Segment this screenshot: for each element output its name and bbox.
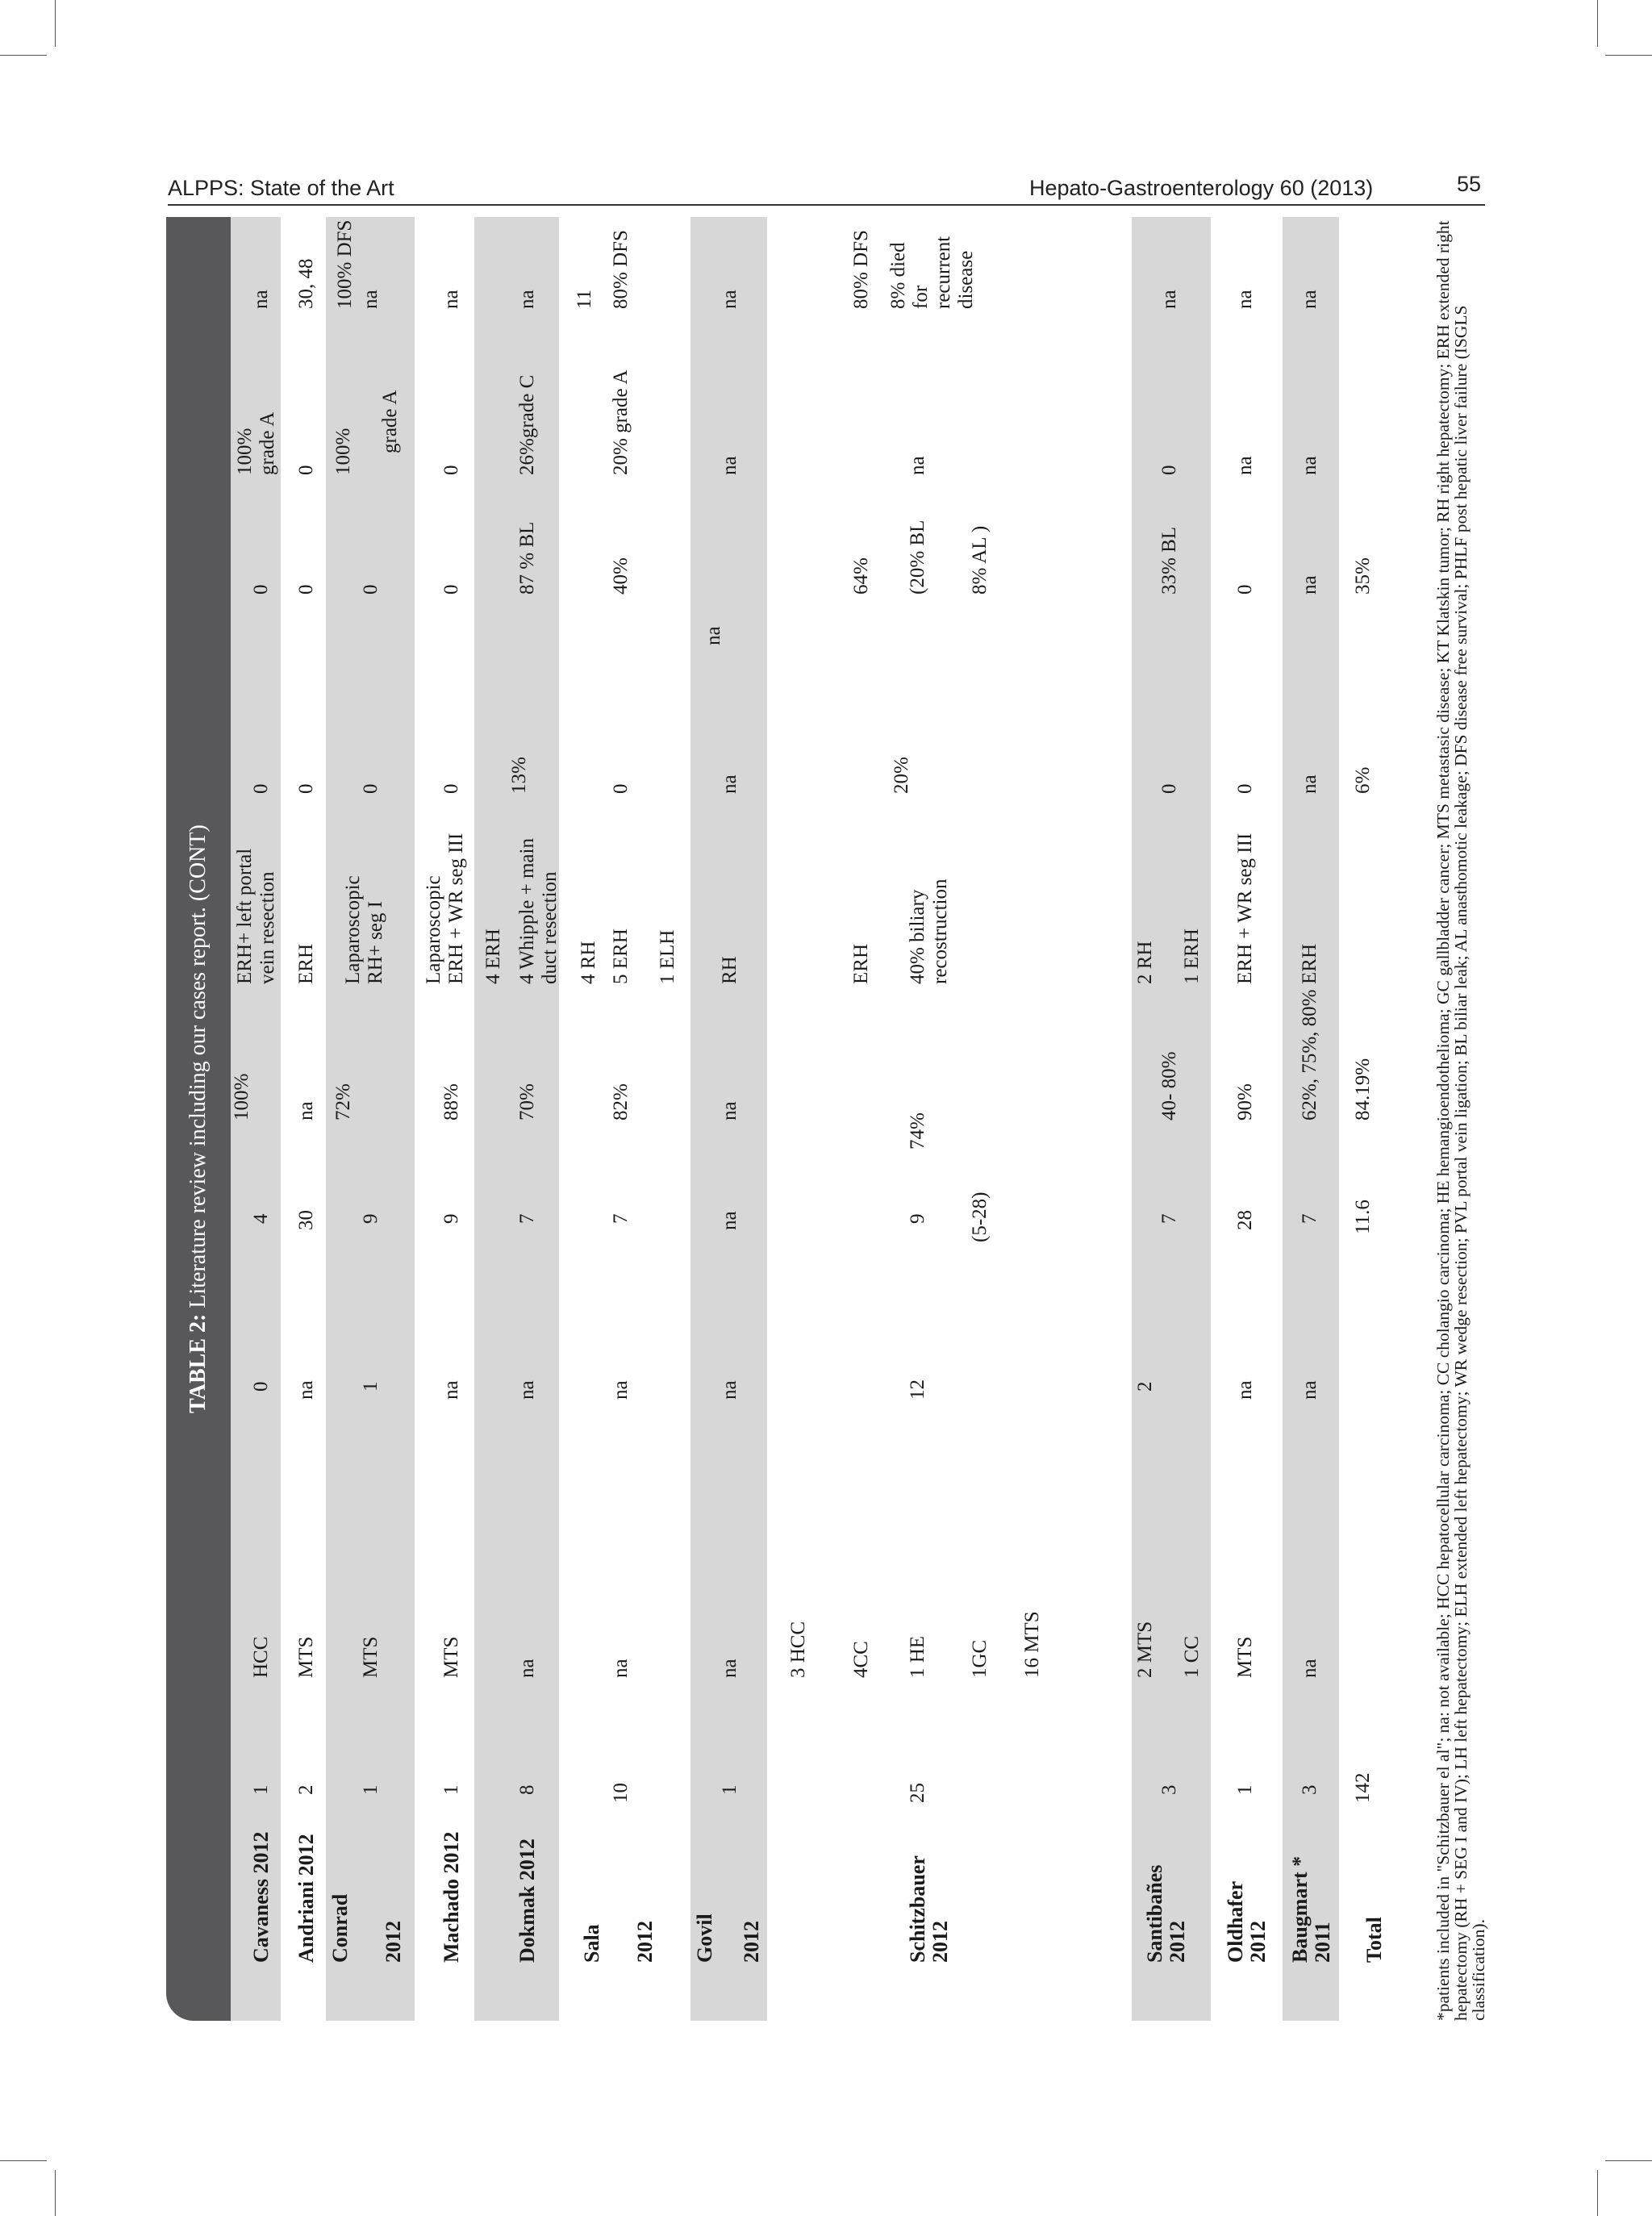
table-cell: 62%, 75%, 80% bbox=[1299, 989, 1320, 1121]
table-cell: 35% bbox=[1352, 557, 1374, 595]
table-cell-surgery: 40% biliary recostruction bbox=[907, 878, 951, 984]
table-cell: na bbox=[1299, 774, 1320, 794]
table-cell-author: Dokmak 2012 bbox=[515, 1838, 539, 1963]
table-cell-surgery: Laparoscopic RH+ seg I bbox=[342, 875, 386, 984]
table-cell: na bbox=[440, 290, 462, 309]
table-cell-surgery: Laparoscopic ERH + WR seg III bbox=[423, 833, 467, 984]
table-cell: na bbox=[516, 1380, 538, 1400]
table-cell-surgery: ERH bbox=[295, 944, 317, 984]
table-cell: 8% AL ) bbox=[969, 525, 991, 595]
table-cell-diagnosis: na bbox=[516, 1659, 538, 1678]
table-cell-patients: 3 bbox=[1158, 1784, 1180, 1795]
table-cell-diagnosis: MTS bbox=[1234, 1636, 1256, 1678]
table-cell-patients: 1 bbox=[719, 1784, 740, 1795]
table-cell: 0 bbox=[440, 783, 462, 794]
table-cell: 11.6 bbox=[1352, 1200, 1374, 1234]
table-cell-patients: 1 bbox=[250, 1784, 272, 1795]
table-cell-patients: 1 bbox=[1234, 1784, 1256, 1795]
table-cell: na bbox=[250, 290, 272, 309]
table-cell: 0 bbox=[440, 584, 462, 595]
table-cell-diagnosis: 3 HCC bbox=[787, 1621, 809, 1678]
table-cell: 7 bbox=[1299, 1213, 1320, 1224]
table-cell: 100% DFS bbox=[334, 219, 356, 309]
table-cell-surgery: ERH + WR seg III bbox=[1234, 833, 1256, 984]
table-cell: 6% bbox=[1352, 766, 1374, 794]
table-cell-author-year: 2012 bbox=[633, 1921, 657, 1963]
table-cell-patients: 10 bbox=[610, 1783, 632, 1803]
table-cell-author: Baugmart * 2011 bbox=[1288, 1855, 1334, 1963]
table-cell: 13% bbox=[508, 757, 530, 794]
table-cell: 7 bbox=[516, 1213, 538, 1224]
table-cell: 9 bbox=[907, 1213, 928, 1224]
table-cell-diagnosis: 1 CC bbox=[1181, 1635, 1203, 1678]
table-cell-patients: 1 bbox=[360, 1784, 382, 1795]
table-cell: 9 bbox=[440, 1213, 462, 1224]
table-title-text: Literature review including our cases report. (CONT) bbox=[186, 824, 211, 1314]
crop-mark bbox=[1597, 0, 1598, 47]
table-cell: na bbox=[1299, 290, 1320, 309]
table-cell-author: Schitzbauer 2012 bbox=[906, 1855, 952, 1963]
table-cell: 0 bbox=[1234, 783, 1256, 794]
table-cell: na bbox=[1299, 575, 1320, 595]
table-cell: na bbox=[610, 1380, 632, 1400]
table-cell: na bbox=[1299, 456, 1320, 475]
table-cell: 7 bbox=[610, 1213, 632, 1224]
table-cell-patients: 1 bbox=[440, 1784, 462, 1795]
table-cell: 33% BL bbox=[1158, 526, 1180, 595]
table-cell: na bbox=[295, 1380, 317, 1400]
table-cell: 70% bbox=[516, 1083, 538, 1121]
table-cell-author: Sala bbox=[580, 1924, 603, 1963]
table-cell: 26%grade C bbox=[516, 374, 538, 475]
crop-mark bbox=[1605, 55, 1652, 56]
crop-mark bbox=[0, 2160, 47, 2161]
table-cell-patients: 8 bbox=[516, 1784, 538, 1795]
table-cell-surgery: 4 ERH bbox=[482, 929, 504, 984]
table-cell: 0 bbox=[610, 783, 632, 794]
table-cell: 28 bbox=[1234, 1210, 1256, 1230]
table-cell: na bbox=[1234, 1380, 1256, 1400]
table-cell: 84.19% bbox=[1352, 1058, 1374, 1121]
table-cell: na bbox=[907, 456, 928, 475]
table-cell: 4 bbox=[250, 1213, 272, 1224]
table-cell: 74% bbox=[907, 1112, 928, 1150]
table-cell: na bbox=[1234, 290, 1256, 309]
table-cell: 0 bbox=[1234, 584, 1256, 595]
table-cell: na bbox=[719, 290, 740, 309]
table-cell: 88% bbox=[440, 1083, 462, 1121]
table-cell-diagnosis: MTS bbox=[360, 1636, 382, 1678]
table-cell: 7 bbox=[1158, 1213, 1180, 1224]
literature-review-table bbox=[166, 217, 1505, 2021]
table-cell: 0 bbox=[295, 465, 317, 475]
table-cell-surgery: ERH+ left portal vein resection bbox=[234, 848, 278, 984]
table-cell-patients: 142 bbox=[1352, 1772, 1374, 1803]
table-cell: 0 bbox=[440, 465, 462, 475]
table-cell-surgery: 5 ERH bbox=[610, 929, 632, 984]
page-number: 55 bbox=[1457, 172, 1482, 196]
table-cell: na bbox=[719, 1380, 740, 1400]
crop-mark bbox=[55, 0, 56, 47]
table-cell: 0 bbox=[250, 783, 272, 794]
table-cell: 0 bbox=[1158, 465, 1180, 475]
table-title bbox=[166, 217, 231, 2021]
table-cell-author: Govil bbox=[693, 1913, 716, 1963]
table-cell: na bbox=[1234, 456, 1256, 475]
table-cell-surgery: 1 ERH bbox=[1181, 929, 1203, 984]
table-cell-surgery: 1 ELH bbox=[657, 929, 678, 984]
table-cell: na bbox=[719, 456, 740, 475]
table-cell: na bbox=[719, 1211, 740, 1230]
table-cell: (20% BL bbox=[907, 520, 928, 595]
header-rule bbox=[168, 204, 1485, 206]
crop-mark bbox=[0, 55, 47, 56]
table-cell: 64% bbox=[850, 557, 872, 595]
table-cell-diagnosis: na bbox=[610, 1659, 632, 1678]
running-title: ALPPS: State of the Art bbox=[168, 176, 394, 200]
table-cell-surgery: 2 RH bbox=[1134, 941, 1156, 984]
table-cell: na bbox=[440, 1380, 462, 1400]
table-cell: na bbox=[295, 1101, 317, 1121]
table-cell: 0 bbox=[250, 584, 272, 595]
table-cell-surgery: RH bbox=[719, 956, 740, 984]
table-cell-surgery: ERH bbox=[850, 944, 872, 984]
table-cell: 100% bbox=[332, 428, 354, 475]
table-cell-diagnosis: 16 MTS bbox=[1021, 1611, 1043, 1678]
table-cell: 11 bbox=[574, 289, 595, 309]
table-cell: 20% grade A bbox=[610, 369, 632, 475]
table-cell: 2 bbox=[1134, 1381, 1156, 1392]
table-cell: 40- 80% bbox=[1158, 1051, 1180, 1121]
table-cell: 40% bbox=[610, 557, 632, 595]
table-cell: 12 bbox=[907, 1379, 928, 1400]
table-cell-diagnosis: 2 MTS bbox=[1134, 1621, 1156, 1678]
table-cell-surgery: 4 Whipple + main duct resection bbox=[516, 838, 561, 984]
table-cell-author: Oldhafer 2012 bbox=[1224, 1880, 1270, 1963]
table-cell-patients: 3 bbox=[1299, 1784, 1320, 1795]
table-cell: 0 bbox=[295, 584, 317, 595]
table-cell: 90% bbox=[1234, 1083, 1256, 1121]
table-cell-diagnosis: 4CC bbox=[850, 1641, 872, 1678]
table-cell: na bbox=[719, 774, 740, 794]
table-cell: 100% grade A bbox=[234, 411, 278, 475]
table-cell-diagnosis: na bbox=[1299, 1659, 1320, 1678]
table-cell-diagnosis: 1GC bbox=[969, 1639, 991, 1678]
table-cell: 0 bbox=[1158, 783, 1180, 794]
table-cell: na bbox=[516, 290, 538, 309]
table-cell: 100% bbox=[231, 1073, 252, 1121]
table-cell: na bbox=[719, 1101, 740, 1121]
table-cell-author: Andriani 2012 bbox=[294, 1834, 318, 1963]
crop-mark bbox=[55, 2170, 56, 2216]
table-cell: 0 bbox=[295, 783, 317, 794]
table-cell: 82% bbox=[610, 1083, 632, 1121]
table-cell-diagnosis: MTS bbox=[440, 1636, 462, 1678]
table-cell: 0 bbox=[360, 584, 382, 595]
crop-mark bbox=[1597, 2170, 1598, 2216]
table-cell: 72% bbox=[332, 1083, 354, 1121]
table-cell-surgery: ERH bbox=[1299, 944, 1320, 984]
table-cell: 20% bbox=[891, 757, 912, 794]
table-cell: na bbox=[360, 290, 382, 309]
table-cell-author-year: 2012 bbox=[382, 1921, 405, 1963]
table-cell: na bbox=[703, 626, 724, 645]
table-cell: 9 bbox=[360, 1213, 382, 1224]
table-cell-author: Machado 2012 bbox=[440, 1831, 463, 1963]
table-cell: grade A bbox=[379, 390, 401, 453]
table-footnote: *patients included in "Schitzbauer el al"; na: not available; HCC hepatocellular carcinoma; CC cholangio carcinoma; HE hemangioendothelioma; GC gallbladder cancer; MTS metastasic disease; KT Klatskin tumor; RH right hepatectomy; ERH extended right hepatectomy (RH + SEG I and IV); LH left hepatectomy; ELH extended left hepatectomy; WR wedge resection; PVL portal vein ligation; BL biliar leak; AL anasthomotic leakage; DFS disease free survival; PHLF post hepatic liver failure (ISGLS classification). bbox=[1433, 220, 1488, 2021]
table-cell-surgery: 4 RH bbox=[578, 941, 599, 984]
table-cell-author: Cavaness 2012 bbox=[249, 1831, 273, 1963]
table-cell: 30, 48 bbox=[295, 258, 317, 309]
table-cell: 0 bbox=[360, 783, 382, 794]
table-cell: 30 bbox=[295, 1210, 317, 1230]
table-cell: 1 bbox=[360, 1381, 382, 1392]
table-cell-author: Conrad bbox=[328, 1893, 352, 1963]
journal-citation: Hepato-Gastroenterology 60 (2013) bbox=[1029, 176, 1374, 200]
table-cell: 80% DFS bbox=[850, 230, 872, 309]
table-cell: 8% died for recurrent disease bbox=[887, 236, 977, 309]
table-cell: na bbox=[1158, 290, 1180, 309]
table-cell: 80% DFS bbox=[610, 230, 632, 309]
table-cell-patients: 2 bbox=[295, 1784, 317, 1795]
table-cell-author: Santibañes 2012 bbox=[1143, 1864, 1189, 1963]
table-cell-diagnosis: HCC bbox=[250, 1636, 272, 1678]
table-cell-diagnosis: MTS bbox=[295, 1636, 317, 1678]
table-title-label: TABLE 2: bbox=[186, 1313, 211, 1413]
table-cell: 87 % BL bbox=[516, 521, 538, 595]
table-cell-author-year: 2012 bbox=[740, 1921, 763, 1963]
table-cell: (5-28) bbox=[969, 1191, 991, 1242]
table-cell: 0 bbox=[250, 1381, 272, 1392]
table-cell-diagnosis: 1 HE bbox=[907, 1635, 928, 1678]
crop-mark bbox=[1605, 2160, 1652, 2161]
table-cell-patients: 25 bbox=[907, 1783, 928, 1803]
table-cell: na bbox=[1299, 1380, 1320, 1400]
table-cell-author: Total bbox=[1362, 1917, 1386, 1963]
table-cell-diagnosis: na bbox=[719, 1659, 740, 1678]
